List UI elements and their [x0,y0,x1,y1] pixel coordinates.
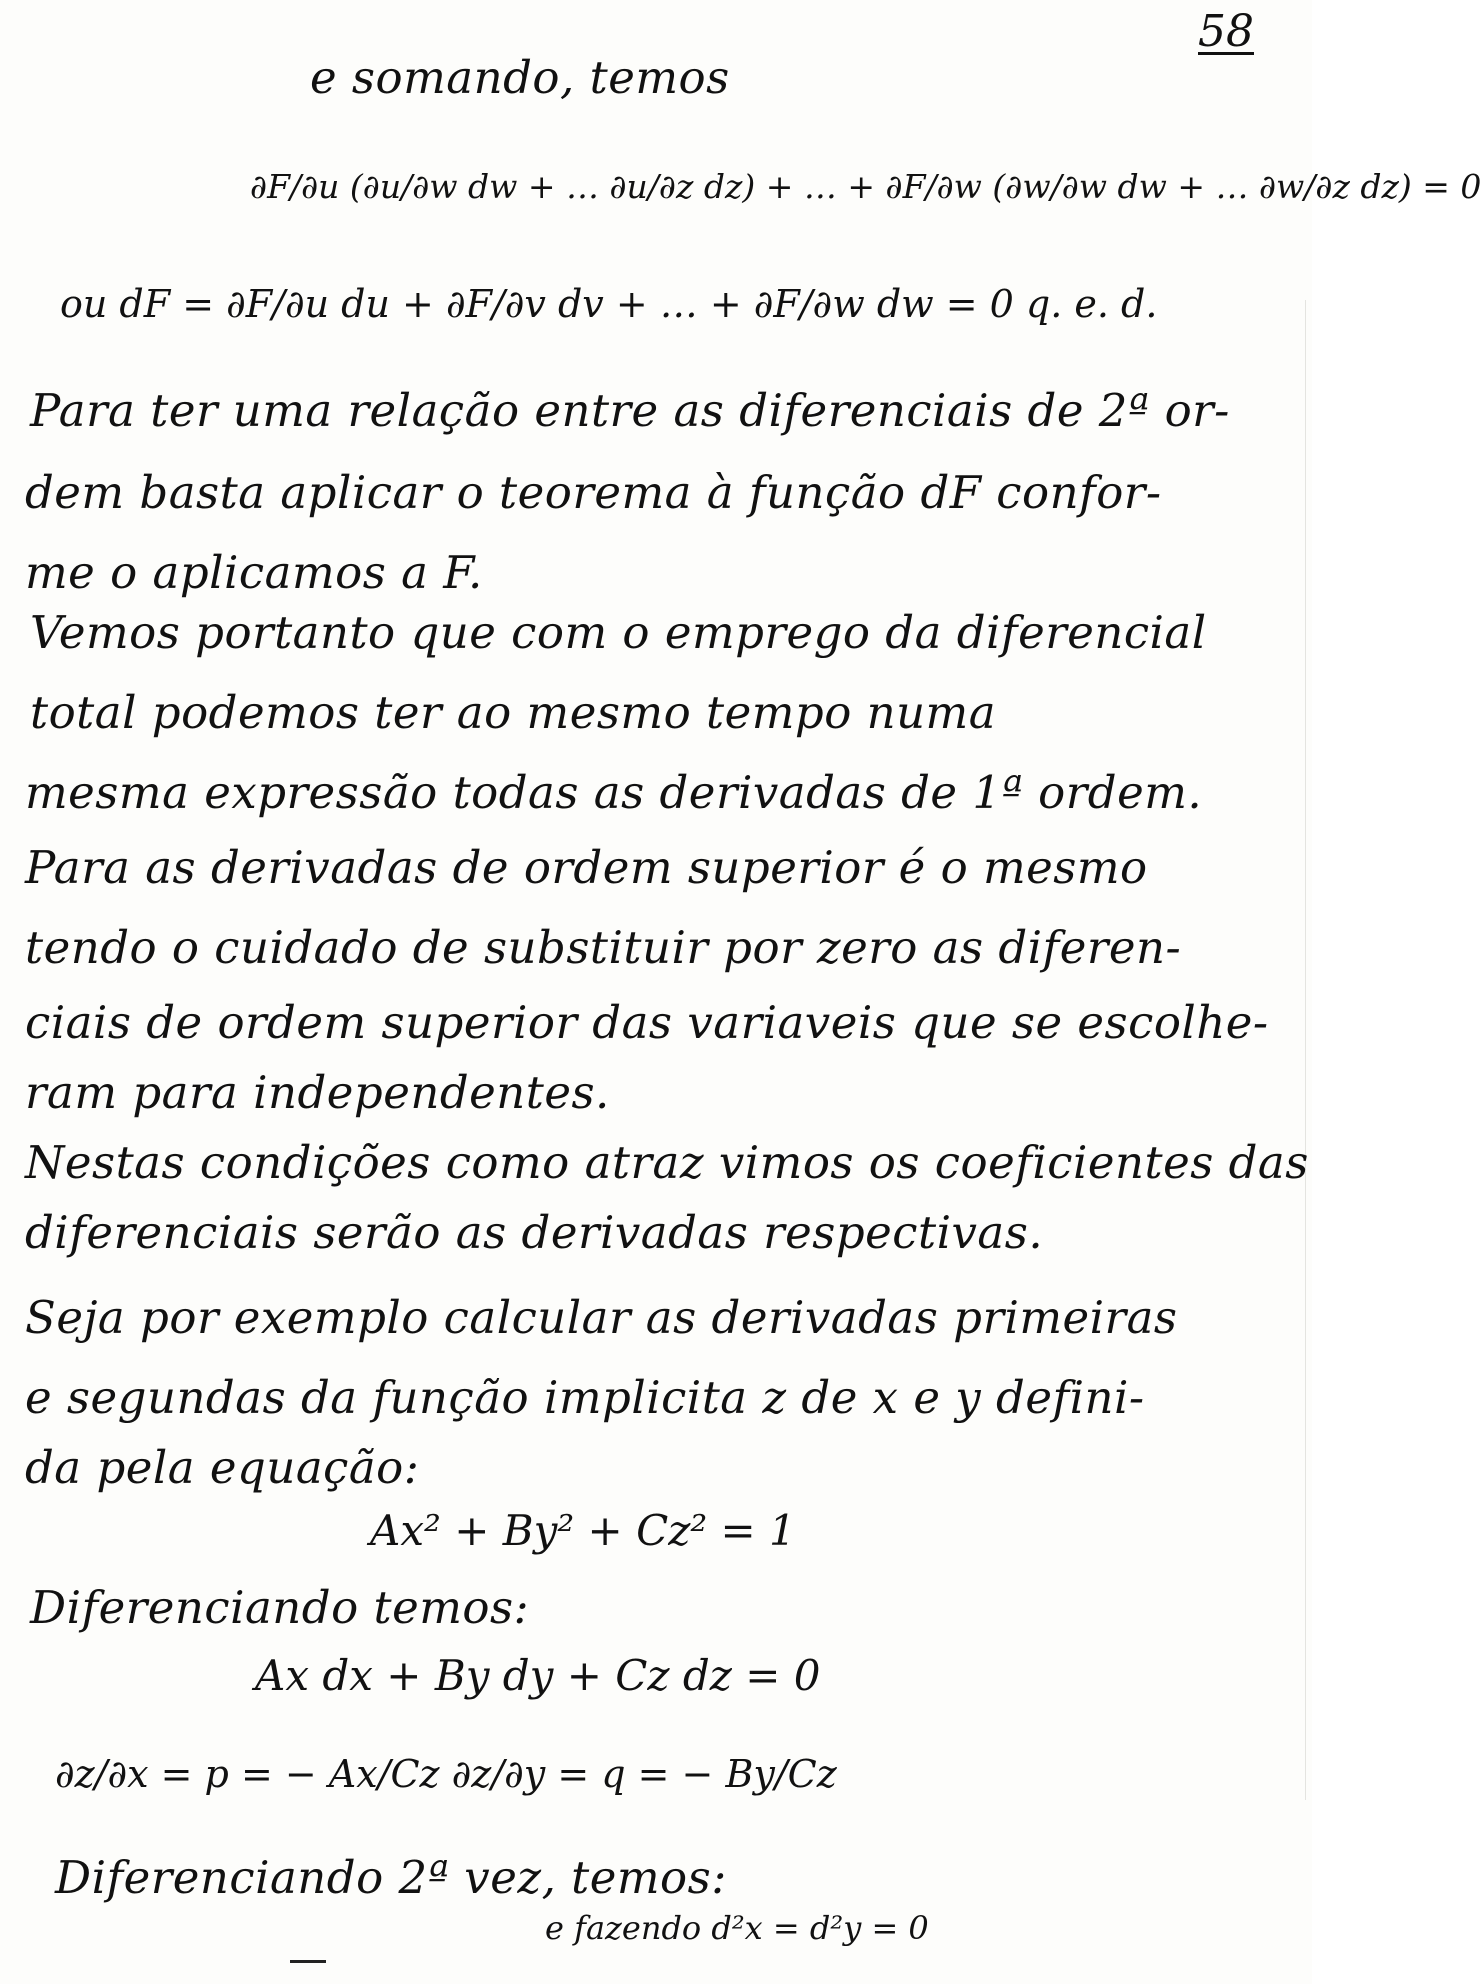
text-line: ram para independentes. [25,1066,610,1119]
text-line: Vemos portanto que com o emprego da diferencial [30,606,1207,659]
ink-mark [290,1960,326,1963]
text-line: tendo o cuidado de substituir por zero as diferen- [25,921,1182,974]
text-line: Para as derivadas de ordem superior é o mesmo [25,841,1148,894]
text-line: Diferenciando temos: [30,1581,530,1634]
text-line: mesma expressão todas as derivadas de 1ª ordem. [25,766,1203,819]
text-line: total podemos ter ao mesmo tempo numa [30,686,997,739]
text-line: ciais de ordem superior das variaveis que se escolhe- [25,996,1269,1049]
text-line: dem basta aplicar o teorema à função dF confor- [25,466,1162,519]
page-edge-shadow [1305,300,1306,1800]
text-line: Diferenciando 2ª vez, temos: [55,1851,727,1904]
text-line: e fazendo d²x = d²y = 0 [545,1909,929,1947]
text-line: Nestas condições como atraz vimos os coeficientes das [25,1136,1309,1189]
text-line: diferenciais serão as derivadas respectivas. [25,1206,1044,1259]
text-line: da pela equação: [25,1441,420,1494]
text-line: e somando, temos [310,51,730,104]
equation-line: ou dF = ∂F/∂u du + ∂F/∂v dv + … + ∂F/∂w dw = 0 q. e. d. [60,282,1158,326]
text-line: me o aplicamos a F. [25,546,483,599]
text-line: Seja por exemplo calcular as derivadas primeiras [25,1291,1178,1344]
text-line: e segundas da função implicita z de x e y defini- [25,1371,1145,1424]
text-line: Para ter uma relação entre as diferenciais de 2ª or- [30,384,1230,437]
equation-line: Ax² + By² + Cz² = 1 [370,1506,796,1555]
equation-line: ∂F/∂u (∂u/∂w dw + … ∂u/∂z dz) + … + ∂F/∂w (∂w/∂w dw + … ∂w/∂z dz) = 0 [250,167,1481,206]
equation-line: Ax dx + By dy + Cz dz = 0 [255,1651,821,1700]
page-number: 58 [1198,6,1254,57]
equation-line: ∂z/∂x = p = − Ax/Cz ∂z/∂y = q = − By/Cz [55,1752,837,1796]
